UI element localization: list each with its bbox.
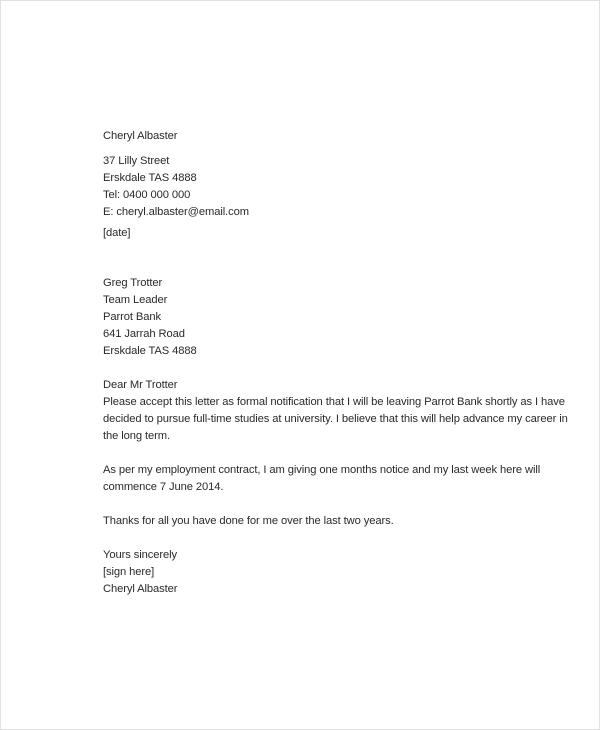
sender-city: Erskdale TAS 4888: [103, 172, 197, 184]
resignation-letter: [103, 128, 568, 598]
body-paragraph-3: Thanks for all you have done for me over the last two years.: [103, 515, 394, 527]
paragraph-2-line-1: As per my employment contract, I am giving one months notice and my last week here will: [103, 464, 541, 476]
recipient-title: Team Leader: [103, 294, 168, 306]
letter-date: [date]: [103, 227, 131, 239]
sender-tel: Tel: 0400 000 000: [103, 189, 191, 201]
signature-placeholder: [sign here]: [103, 566, 155, 578]
body-paragraph-1: [103, 394, 568, 445]
recipient-address: [103, 275, 523, 360]
paragraph-1-line-3: the long term.: [103, 430, 171, 442]
recipient-street: 641 Jarrah Road: [103, 328, 185, 340]
recipient-name: Greg Trotter: [103, 277, 163, 289]
sender-address: [103, 153, 523, 221]
closing-block: [103, 547, 523, 598]
sender-name: Cheryl Albaster: [103, 130, 178, 142]
salutation: Dear Mr Trotter: [103, 379, 178, 391]
paragraph-1-line-2: decided to pursue full-time studies at university. I believe that this will help advance my career in: [103, 413, 568, 425]
paragraph-2-line-2: commence 7 June 2014.: [103, 481, 224, 493]
body-paragraph-2: [103, 462, 541, 496]
sender-street: 37 Lilly Street: [103, 155, 170, 167]
paragraph-1-line-1: Please accept this letter as formal notification that I will be leaving Parrot Bank shortly as I have: [103, 396, 565, 408]
sender-email: E: cheryl.albaster@email.com: [103, 206, 249, 218]
closing-name: Cheryl Albaster: [103, 583, 178, 595]
recipient-city: Erskdale TAS 4888: [103, 345, 197, 357]
recipient-company: Parrot Bank: [103, 311, 161, 323]
valediction: Yours sincerely: [103, 549, 177, 561]
